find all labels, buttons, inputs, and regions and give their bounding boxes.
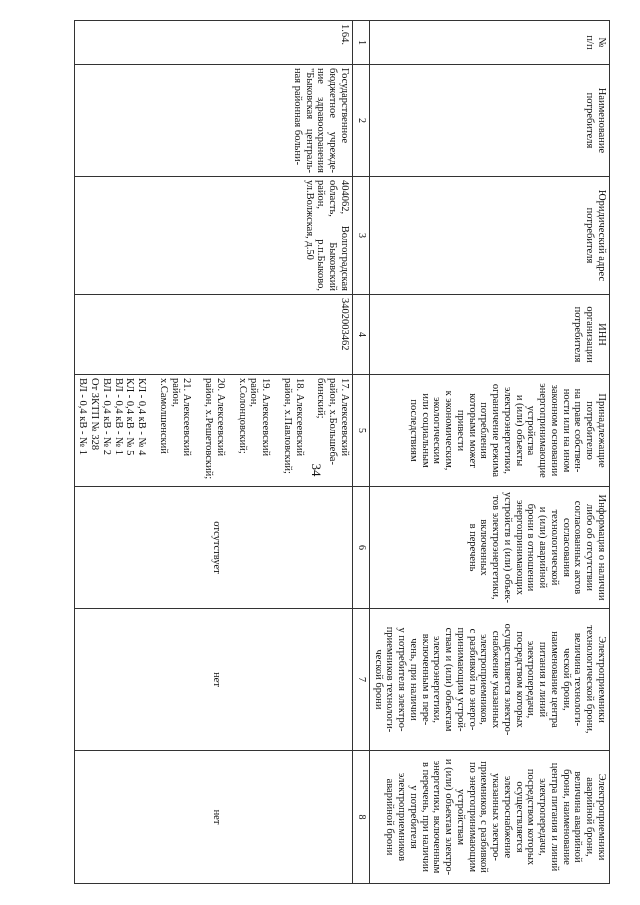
table-row [74,21,352,884]
object-item: 17. Алексеевский район, х.Большеба-бинский; [315,378,350,465]
header-cell: № п/п [370,21,610,65]
header-row [370,21,610,884]
header-cell: Электроприемники технологической брони, величина технологи- ческой брони, наименование центра питания и линий электропередачи, посредством которых осуществляется электро- снабжение указанных электроприемников, с разбивкой по энерго- принимающим устрой- ствам и (или) объектам электроэнергетики, включенным в пере- чень, при наличии у потребителя электро- приемников технологи- ческой брони [370,609,610,751]
row-number: 1.64. [74,21,352,65]
column-number: 1 [353,21,370,65]
line-item: От ЗКТП № 328 [89,378,101,451]
header-cell: Принадлежащие потребителю на праве собствен- ности или на ином законном основании энергопринимающие устройства и (или) объекты электроэнергетики, ограничение режима потребления которыми может привести к экономическим, экологическим или социальным последствиям [370,375,610,487]
emergency-reserve [74,751,352,884]
column-number: 8 [353,751,370,884]
column-number: 5 [353,375,370,487]
column-number-row [353,21,370,884]
emergency-reserve-text: нет [211,809,222,825]
line-item: КЛ - 0,4 кВ - № 5 [124,378,136,456]
acts-status-text: отсутствует [211,521,222,574]
page-number: 34 [309,463,324,477]
column-number: 4 [353,295,370,375]
line-item: ВЛ - 0,4 кВ - № 1 [77,378,89,455]
tech-reserve [74,609,352,751]
consumer-objects [74,375,352,487]
object-item: 19. Алексеевский район, х.Солонцовский; [236,378,272,457]
header-cell: Электроприемники аварийной брони, величина аварийной брони, наименование центра питания и линий электропередачи, посредством которых осуществляется электроснабжение указанных электро- приемников, с разбивкой по энергопринимающим устройствам и (или) объектам электро- энергетики, включенным в перечень, при наличии у потребителя электроприемников аварийной брони [370,751,610,884]
line-item: ВЛ - 0,4 кВ - № 2 [101,378,112,455]
column-number: 6 [353,487,370,609]
object-item: 21. Алексеевский район, х.Самолшенский [158,378,193,457]
column-number: 2 [353,65,370,177]
header-cell: ИНН организации потребителя [370,295,610,375]
consumer-name: Государственное бюджетное учрежде-ние здравоохранения "Быковская централь-ная районная больни- [74,65,352,177]
consumer-inn: 3402003462 [74,295,352,375]
object-item: 20. Алексеевский район, х.Решетовский; [203,378,226,480]
line-item: КЛ - 0,4 кВ - № 4 [136,378,148,456]
column-number: 3 [353,177,370,295]
consumer-address: 404062, Волгоградская область, Быковский район, р.п.Быково, ул.Волжская, д.50 [74,177,352,295]
object-item: 18. Алексеевский район, х.Павловский; [282,378,305,474]
header-cell: Информация о наличии либо об отсутствии согласованных актов согласования технологической и (или) аварийной брони в отношении энергопринимающих устройств и (или) объек- тов электроэнергетики, включенных в перечень [370,487,610,609]
tech-reserve-text: нет [211,672,222,687]
consumer-table [74,20,610,884]
acts-status [74,487,352,609]
header-cell: Наименование потребителя [370,65,610,177]
rotated-table-page [50,20,610,883]
line-item: ВЛ - 0,4 кВ - № 1 [112,378,124,455]
header-cell: Юридический адрес потребителя [370,177,610,295]
column-number: 7 [353,609,370,751]
